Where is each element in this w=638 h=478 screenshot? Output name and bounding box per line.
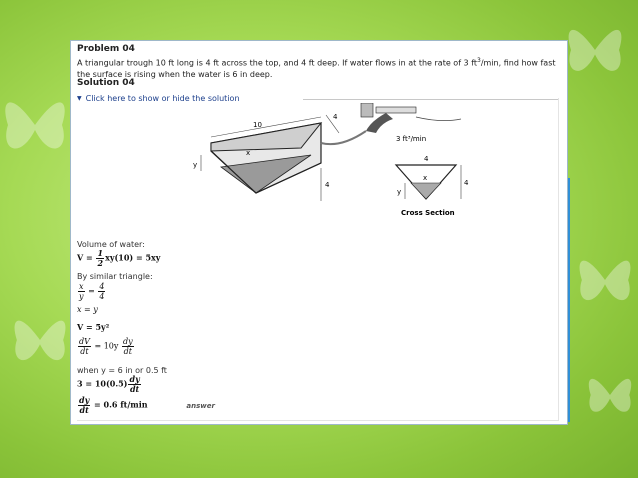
toggle-solution-link[interactable]: ▼ Click here to show or hide the solution bbox=[77, 94, 240, 103]
butterfly-decoration-icon bbox=[560, 10, 630, 90]
dv-dt-equation: $\frac{dV}{dt}$ = 10y $\frac{dy}{dt}$ bbox=[79, 337, 133, 356]
butterfly-decoration-icon bbox=[0, 80, 70, 170]
cross-section-caption: Cross Section bbox=[401, 209, 455, 217]
dim-top-label: 4 bbox=[333, 113, 338, 121]
butterfly-decoration-icon bbox=[10, 300, 70, 380]
solution-title: Solution 04 bbox=[77, 78, 135, 88]
similar-triangle-label: By similar triangle: bbox=[77, 272, 153, 281]
var-x-label: x bbox=[246, 149, 251, 157]
cross-side-label: 4 bbox=[464, 179, 469, 187]
volume-label: Volume of water: bbox=[77, 240, 145, 249]
substitution-equation: 3 = 10(0.5) $\frac{dy}{dt}$ bbox=[77, 374, 140, 394]
butterfly-decoration-icon bbox=[575, 240, 635, 320]
problem-statement: A triangular trough 10 ft long is 4 ft across the top, and 4 ft deep. If water flows in at the rate of 3 $ft^3/\min$, find how fast the surface is rising when the water is 6 in deep. bbox=[77, 57, 556, 79]
volume-equation: V = $\frac{1}{2}$ xy(10) = 5xy bbox=[77, 248, 161, 268]
trough-figure bbox=[171, 103, 471, 221]
dim-length-label: 10 bbox=[253, 121, 262, 129]
volume-y-equation: V = 5y² bbox=[77, 322, 110, 332]
divider bbox=[303, 99, 558, 100]
problem-title: Problem 04 bbox=[77, 44, 135, 54]
result-equation: $\frac{dy}{dt}$ = 0.6 ft/min answer bbox=[79, 395, 215, 415]
x-equals-y: x = y bbox=[77, 305, 98, 314]
cross-y-label: y bbox=[397, 188, 402, 196]
answer-tag: answer bbox=[186, 401, 215, 410]
butterfly-decoration-icon bbox=[585, 360, 635, 430]
var-y-label: y bbox=[193, 161, 198, 169]
similar-triangle-equation: $\frac{x}{y}$ = $\frac{4}{4}$ bbox=[78, 282, 105, 301]
cross-top-label: 4 bbox=[424, 155, 429, 163]
when-label: when y = 6 in or 0.5 ft bbox=[77, 366, 167, 375]
flow-rate-label: 3 ft³/min bbox=[396, 135, 427, 143]
triangle-down-icon: ▼ bbox=[77, 95, 82, 102]
cross-x-label: x bbox=[423, 174, 428, 182]
dim-depth-label: 4 bbox=[325, 181, 330, 189]
solution-panel bbox=[70, 40, 568, 425]
